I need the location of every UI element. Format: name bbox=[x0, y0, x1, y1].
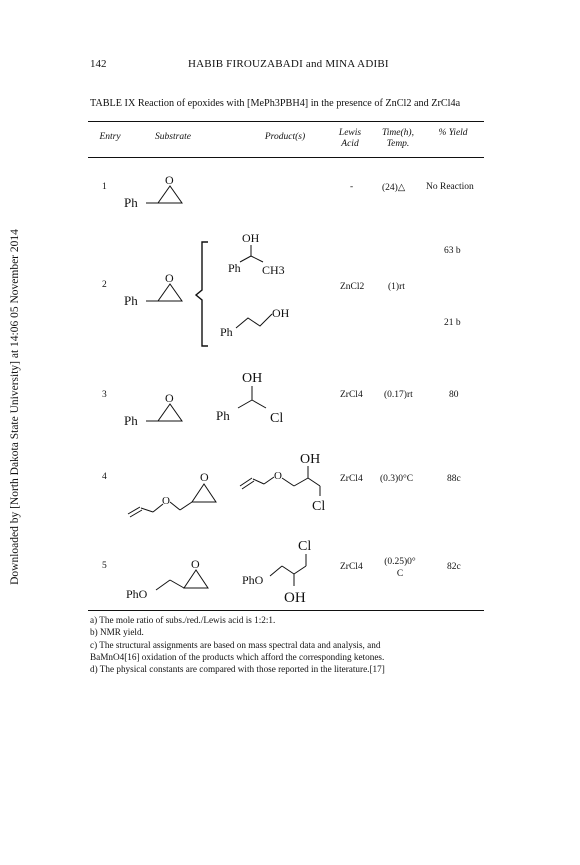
row1-entry: 1 bbox=[102, 182, 107, 192]
table-bottom-rule bbox=[88, 610, 484, 611]
row5-p-pho: PhO bbox=[242, 573, 264, 587]
row4-yield: 88c bbox=[447, 474, 461, 484]
row3-entry: 3 bbox=[102, 390, 107, 400]
row5-substrate-structure bbox=[124, 554, 234, 604]
row2-entry: 2 bbox=[102, 280, 107, 290]
row1-substrate-structure bbox=[120, 170, 200, 215]
row1-yield: No Reaction bbox=[426, 182, 474, 192]
row2-pb-ph: Ph bbox=[220, 325, 233, 339]
row5-time-line2: C bbox=[396, 569, 404, 579]
row4-time: (0.3)0°C bbox=[380, 474, 414, 484]
download-watermark: Downloaded by [North Dakota State University] at 14:06 05 November 2014 bbox=[9, 229, 21, 585]
table-top-rule bbox=[88, 121, 484, 122]
row2-yield-b: 21 b bbox=[444, 318, 461, 328]
row5-entry: 5 bbox=[102, 561, 107, 571]
footnote-c-cont: BaMnO4[16] oxidation of the products which afford the corresponding ketones. bbox=[90, 652, 385, 662]
row3-p-ph: Ph bbox=[216, 408, 230, 423]
row3-lewis: ZrCl4 bbox=[340, 390, 363, 400]
col-lewis-line1: Lewis bbox=[338, 128, 362, 138]
row5-product-structure bbox=[240, 534, 340, 608]
row2-time: (1)rt bbox=[388, 282, 405, 292]
col-substrate: Substrate bbox=[155, 132, 191, 142]
row5-sub-pho: PhO bbox=[126, 587, 148, 601]
row3-product-structure bbox=[210, 366, 300, 426]
row5-p-oh: OH bbox=[284, 590, 306, 606]
row1-sub-ph: Ph bbox=[124, 195, 138, 210]
row3-substrate-structure bbox=[120, 388, 200, 433]
row3-time: (0.17)rt bbox=[384, 390, 413, 400]
row3-yield: 80 bbox=[449, 390, 459, 400]
row2-pa-ch3: CH3 bbox=[262, 263, 285, 277]
row2-brace bbox=[196, 240, 216, 350]
row2-sub-o: O bbox=[165, 271, 174, 285]
row2-yield-a: 63 b bbox=[444, 246, 461, 256]
row5-time-line1: (0.25)0° bbox=[384, 557, 416, 567]
row2-pa-oh: OH bbox=[242, 231, 260, 245]
row3-p-cl: Cl bbox=[270, 411, 284, 426]
footnote-c: c) The structural assignments are based on mass spectral data and analysis, and bbox=[90, 640, 381, 650]
row2-substrate-structure bbox=[120, 268, 200, 313]
row2-lewis: ZnCl2 bbox=[340, 282, 365, 292]
col-time-line2: Temp. bbox=[386, 139, 410, 149]
row4-sub-o1: O bbox=[162, 495, 170, 507]
page-number: 142 bbox=[90, 58, 107, 70]
row3-sub-o: O bbox=[165, 391, 174, 405]
col-products: Product(s) bbox=[264, 132, 306, 142]
row1-time: (24)△ bbox=[382, 183, 406, 193]
row5-yield: 82c bbox=[447, 562, 461, 572]
footnote-a: a) The mole ratio of subs./red./Lewis acid is 1:2:1. bbox=[90, 615, 276, 625]
row4-entry: 4 bbox=[102, 472, 107, 482]
col-lewis bbox=[330, 128, 370, 150]
col-time bbox=[374, 128, 422, 150]
row2-sub-ph: Ph bbox=[124, 293, 138, 308]
row4-p-oh: OH bbox=[300, 452, 321, 467]
col-lewis-line2: Acid bbox=[341, 139, 359, 149]
col-yield: % Yield bbox=[438, 128, 468, 138]
row3-sub-ph: Ph bbox=[124, 413, 138, 428]
row2-pa-ph: Ph bbox=[228, 261, 241, 275]
running-title: HABIB FIROUZABADI and MINA ADIBI bbox=[188, 58, 389, 70]
row3-p-oh: OH bbox=[242, 371, 263, 386]
row5-lewis: ZrCl4 bbox=[340, 562, 363, 572]
row5-sub-o: O bbox=[191, 557, 200, 571]
row5-p-cl: Cl bbox=[298, 539, 312, 554]
row1-sub-o: O bbox=[165, 173, 174, 187]
footnote-d: d) The physical constants are compared with those reported in the literature.[17] bbox=[90, 664, 385, 674]
row2-product-b-structure bbox=[214, 302, 304, 342]
row2-product-a-structure bbox=[214, 228, 294, 278]
table-header-rule bbox=[88, 157, 484, 158]
row4-p-o: O bbox=[274, 470, 282, 482]
col-time-line1: Time(h), bbox=[382, 128, 414, 138]
col-entry: Entry bbox=[99, 132, 121, 142]
row4-product-structure bbox=[236, 446, 346, 520]
row5-time bbox=[376, 556, 424, 580]
row2-pb-oh: OH bbox=[272, 306, 290, 320]
row4-substrate-structure bbox=[124, 462, 234, 522]
row1-lewis: - bbox=[350, 182, 354, 192]
row4-p-cl: Cl bbox=[312, 499, 326, 514]
row4-sub-o2: O bbox=[200, 470, 209, 484]
table-caption: TABLE IX Reaction of epoxides with [MePh3PBH4] in the presence of ZnCl2 and ZrCl4a bbox=[90, 98, 461, 109]
row4-lewis: ZrCl4 bbox=[340, 474, 363, 484]
footnote-b: b) NMR yield. bbox=[90, 627, 144, 637]
